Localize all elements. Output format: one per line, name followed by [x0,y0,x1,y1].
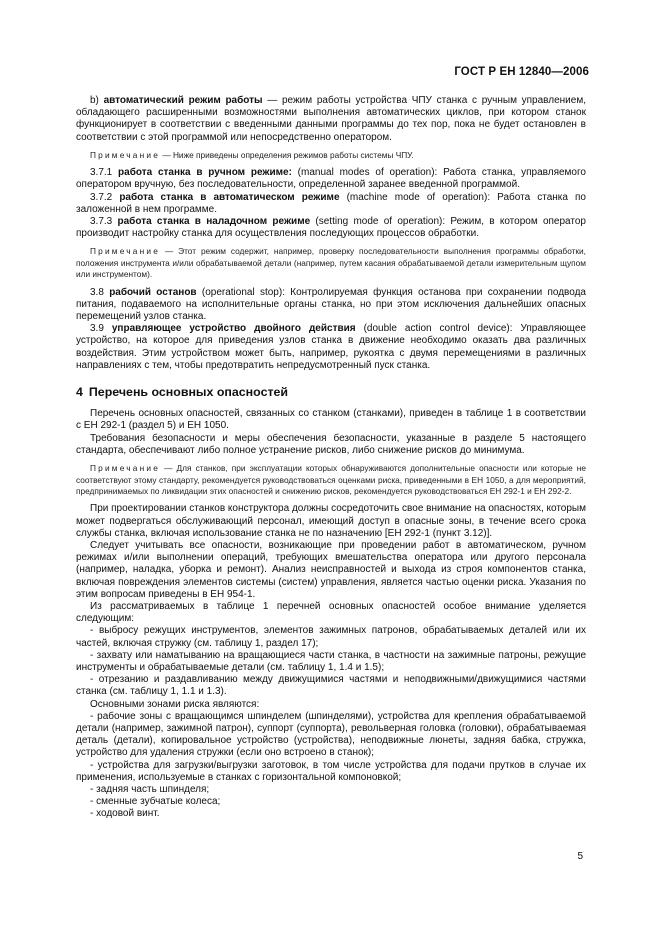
note-paragraph [76,246,586,280]
paragraph-text: Следует учитывать все опасности, возникающие при проведении работ в автоматическом, ручном режимах и/или выполнении операций, требующих вмешательства оператора или другого персонала (например, наладка, уборка и ремонт). Анализ неисправностей и выхода из строя компонентов станка, включая повреждения элементов системы (систем) управления, является частью оценки риска. Указания по этим вопросам приведены в ЕН 954-1. [76,539,586,600]
body-paragraph [76,95,586,144]
body-paragraph [76,433,586,457]
note-text: — Для станков, при эксплуатации которых обнаруживаются дополнительные опасности или которые не соответствуют этому стандарту, рекомендуется руководствоваться оценками риска, приведенными в ЕН 1050, а для мероприятий, предпринимаемых по ликвидации этих опасностей и снижению рисков, рекомендуется руководствоваться ЕН 292-1 и ЕН 292-2. [76,463,586,496]
paragraph-text: (operational stop): Контролируемая функция останова при сохранении подвода питания, подаваемого на исполнительные органы станка, но при этом исключения дальнейших опасных перемещений узлов станка. [76,286,586,323]
body-paragraph [76,601,586,625]
section-heading [76,386,586,398]
clause-number: 3.9 [90,323,112,335]
paragraph-text: (setting mode of operation): Режим, в котором оператор производит настройку станка для осуществления последующих процессов обработки. [76,216,586,240]
defined-term: автоматический режим работы [103,95,263,106]
document-body [76,95,586,821]
body-paragraph [76,796,586,808]
body-paragraph [76,408,586,432]
body-paragraph [76,167,586,191]
body-paragraph [76,625,586,649]
note-label: Примечание [90,463,161,474]
body-paragraph [76,674,586,698]
body-paragraph [76,540,586,601]
body-paragraph [76,784,586,796]
note-label: Примечание [90,149,161,160]
body-paragraph [76,699,586,711]
section-number: 4 [76,385,83,400]
note-text: — Ниже приведены определения режимов работы системы ЧПУ. [160,149,414,160]
body-paragraph [76,192,586,216]
paragraph-text: - отрезанию и раздавливанию между движущимися частями и неподвижными/движущимися частями станка (см. таблицу 1, 1.1 и 1.3). [76,674,586,698]
paragraph-text: (manual modes of operation): Работа станка, управляемого оператором вручную, без последовательности, определенной заранее введенной программой. [76,167,586,191]
clause-number: 3.7.3 [90,216,118,228]
body-paragraph [76,503,586,540]
page-number: 5 [577,851,583,862]
note-label: Примечание [90,246,161,257]
paragraph-text: (machine mode of operation): Работа станка по заложенной в нем программе. [76,191,586,215]
body-paragraph [76,760,586,784]
paragraph-text: (double action control device): Управляющее устройство, на которое для приведения узлов станка в движение необходимо оказать два различных воздействия. Этим устройством может быть, например, рукоятка с двумя перемещениями в различных направлениях с тем, чтобы предотвратить непредусмотренный пуск станка. [76,323,586,371]
note-paragraph [76,463,586,497]
clause-number: 3.8 [90,286,110,298]
body-paragraph [76,711,586,760]
paragraph-text: - рабочие зоны с вращающимся шпинделем (шпинделями), устройства для крепления обрабатываемой детали (например, зажимной патрон), суппорт (суппорта), револьверная головка (головки), обрабатываемая деталь (детали), копировальное устройство (устройства), неподвижные люнеты, задняя бабка, стружка, устройство для удаления стружки (если оно встроено в станок); [76,710,586,759]
paragraph-text: — режим работы устройства ЧПУ станка с ручным управлением, обладающего расширенными возможностями выполнения автоматических циклов, при котором станок функционирует в соответствии с введенными данными программы до тех пор, пока не будет остановлен в соответствии с этой программой или непосредственно оператором. [76,95,586,143]
paragraph-text: Перечень основных опасностей, связанных со станком (станками), приведен в таблице 1 в соответствии с ЕН 292-1 (раздел 5) и ЕН 1050. [76,408,586,432]
defined-term: работа станка в наладочном режиме [117,216,311,228]
clause-number: 3.7.2 [90,191,120,203]
paragraph-text: Требования безопасности и меры обеспечения безопасности, указанные в разделе 5 настоящего стандарта, обеспечивают либо полное устранение рисков, либо снижение рисков до минимума. [76,432,586,456]
defined-term: рабочий останов [109,286,197,298]
paragraph-text: - захвату или наматыванию на вращающиеся части станка, в частности на зажимные патроны, режущие инструменты и обрабатываемые детали (см. таблицу 1, 1.4 и 1.5); [76,649,586,673]
paragraph-text: Из рассматриваемых в таблице 1 перечней основных опасностей особое внимание уделяется следующим: [76,600,586,625]
paragraph-text: - устройства для загрузки/выгрузки заготовок, в том числе устройства для подачи прутков в случае их применения, используемые в станках с горизонтальной компоновкой; [76,759,586,783]
note-text: — Этот режим содержит, например, проверку последовательности выполнения программы обработки, положения инструмента и/или обрабатываемой детали (например, путем касания обрабатываемой детали измерительным щупом или инструментом). [76,246,586,280]
body-paragraph [76,650,586,674]
body-paragraph [76,287,586,324]
section-title: Перечень основных опасностей [88,385,289,400]
clause-number: b) [90,95,104,106]
document-header: ГОСТ Р ЕН 12840—2006 [454,66,589,78]
paragraph-text: Основными зонами риска являются: [90,698,260,710]
defined-term: работа станка в ручном режиме: [118,167,292,179]
defined-term: работа станка в автоматическом режиме [119,191,340,203]
paragraph-text: - ходовой винт. [90,808,160,820]
defined-term: управляющее устройство двойного действия [111,323,356,335]
paragraph-text: При проектировании станков конструктора должны сосредоточить свое внимание на опасностях, которым может подвергаться обслуживающий персонал, имеющий доступ в опасные зоны, в течение всего срока службы станка, включая использование станка не по назначению [ЕН 292-1 (пункт 3.12)]. [76,503,586,539]
body-paragraph [76,323,586,372]
paragraph-text: - сменные зубчатые колеса; [90,796,221,808]
paragraph-text: - задняя часть шпинделя; [90,783,210,795]
clause-number: 3.7.1 [90,167,119,179]
body-paragraph [76,216,586,240]
body-paragraph [76,808,586,820]
paragraph-text: - выбросу режущих инструментов, элементов зажимных патронов, обрабатываемых деталей или их частей, включая стружку (см. таблицу 1, раздел 17); [76,625,586,649]
note-paragraph [76,150,586,161]
